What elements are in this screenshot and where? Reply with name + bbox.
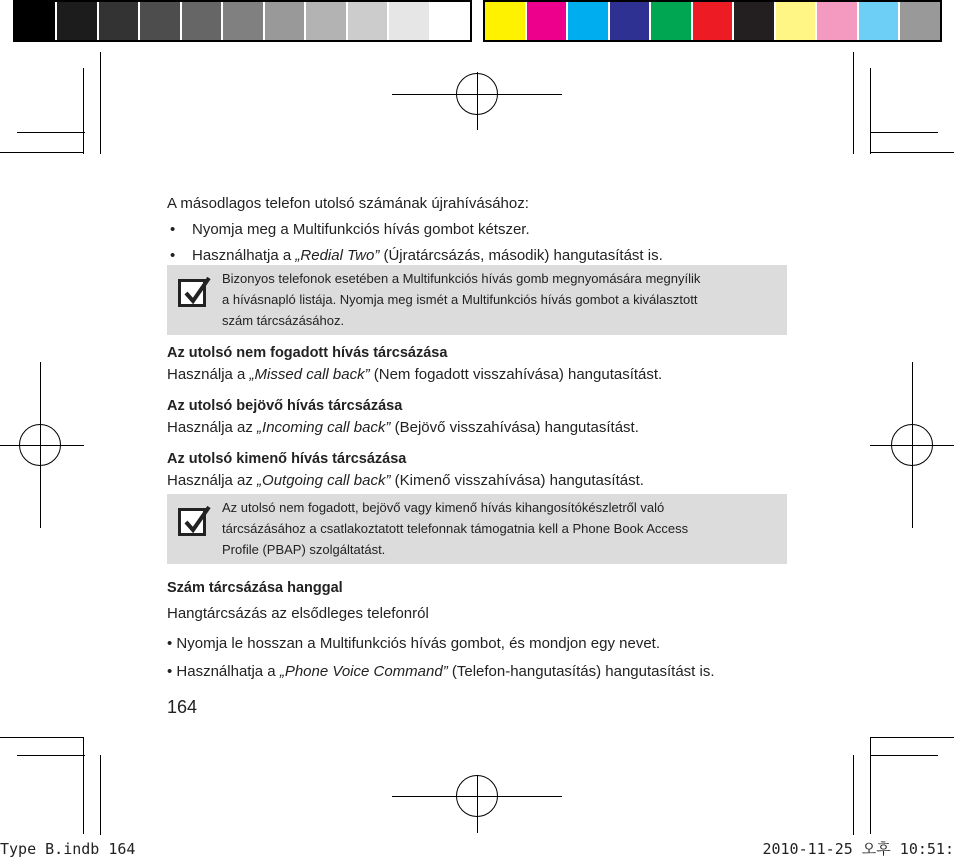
note-box (167, 494, 787, 564)
gray-swatch (348, 2, 387, 40)
voice-command: „Missed call back” (249, 366, 370, 383)
voice-command: „Phone Voice Command” (279, 663, 448, 680)
gray-swatch (265, 2, 304, 40)
section-text: Használja a „Missed call back” (Nem fogadott visszahívása) hangutasítást. (167, 366, 663, 383)
color-swatch (485, 2, 525, 40)
slug-timestamp: 2010-11-25 오후 10:51: (762, 840, 954, 858)
page-number: 164 (167, 697, 198, 717)
note-text-line: a hívásnapló listája. Nyomja meg ismét a Multifunkciós hívás gombot a kiválasztott (222, 292, 698, 307)
color-swatch (527, 2, 566, 40)
color-swatch (651, 2, 691, 40)
color-swatch (693, 2, 732, 40)
color-swatch (776, 2, 815, 40)
note-text-line: Az utolsó nem fogadott, bejövő vagy kimenő hívás kihangosítókészletről való (222, 500, 665, 515)
color-swatch (568, 2, 608, 40)
section-text: Használja az „Outgoing call back” (Kimenő visszahívása) hangutasítást. (167, 472, 644, 489)
color-swatch (900, 2, 940, 40)
note-text-line: Bizonyos telefonok esetében a Multifunkciós hívás gomb megnyomására megnyílik (222, 271, 701, 286)
slug-file-info: Type B.indb 164 (0, 840, 136, 858)
gray-swatch (431, 2, 470, 40)
gray-swatch (182, 2, 221, 40)
bullet-marker: • (170, 247, 176, 264)
gray-swatch (15, 2, 55, 40)
color-swatch (859, 2, 898, 40)
section-heading: Szám tárcsázása hanggal (167, 580, 343, 596)
bullet-marker: • (170, 221, 176, 238)
voice-command: „Outgoing call back” (257, 472, 391, 489)
gray-swatch (389, 2, 429, 40)
note-text-line: Profile (PBAP) szolgáltatást. (222, 542, 386, 557)
section-heading: Az utolsó bejövő hívás tárcsázása (167, 398, 403, 414)
gray-swatch (306, 2, 346, 40)
checkmark-note-icon (178, 508, 206, 536)
list-item: • Használhatja a „Phone Voice Command” (Telefon-hangutasítás) hangutasítást is. (167, 663, 715, 680)
gray-swatch (223, 2, 263, 40)
section-text: Használja az „Incoming call back” (Bejövő visszahívása) hangutasítást. (167, 419, 639, 436)
section-heading: Az utolsó kimenő hívás tárcsázása (167, 451, 407, 467)
color-swatch (610, 2, 649, 40)
voice-command: „Redial Two” (295, 247, 380, 264)
list-item-text: Használhatja a „Redial Two” (Újratárcsázás, második) hangutasítást is. (192, 247, 663, 264)
intro-text: A másodlagos telefon utolsó számának újrahívásához: (167, 195, 529, 212)
note-text-line: tárcsázásához a csatlakoztatott telefonnak támogatnia kell a Phone Book Access (222, 521, 689, 536)
list-item: • Nyomja le hosszan a Multifunkciós hívás gombot, és mondjon egy nevet. (167, 635, 661, 652)
section-heading: Az utolsó nem fogadott hívás tárcsázása (167, 345, 448, 361)
note-box (167, 265, 787, 335)
section-subheading: Hangtárcsázás az elsődleges telefonról (167, 605, 429, 622)
note-text-line: szám tárcsázásához. (222, 313, 345, 328)
color-swatch (734, 2, 774, 40)
checkmark-note-icon (178, 279, 206, 307)
color-swatch (817, 2, 857, 40)
voice-command: „Incoming call back” (257, 419, 391, 436)
gray-swatch (99, 2, 138, 40)
list-item-text: Nyomja meg a Multifunkciós hívás gombot kétszer. (192, 221, 530, 238)
gray-swatch (140, 2, 180, 40)
gray-swatch (57, 2, 97, 40)
